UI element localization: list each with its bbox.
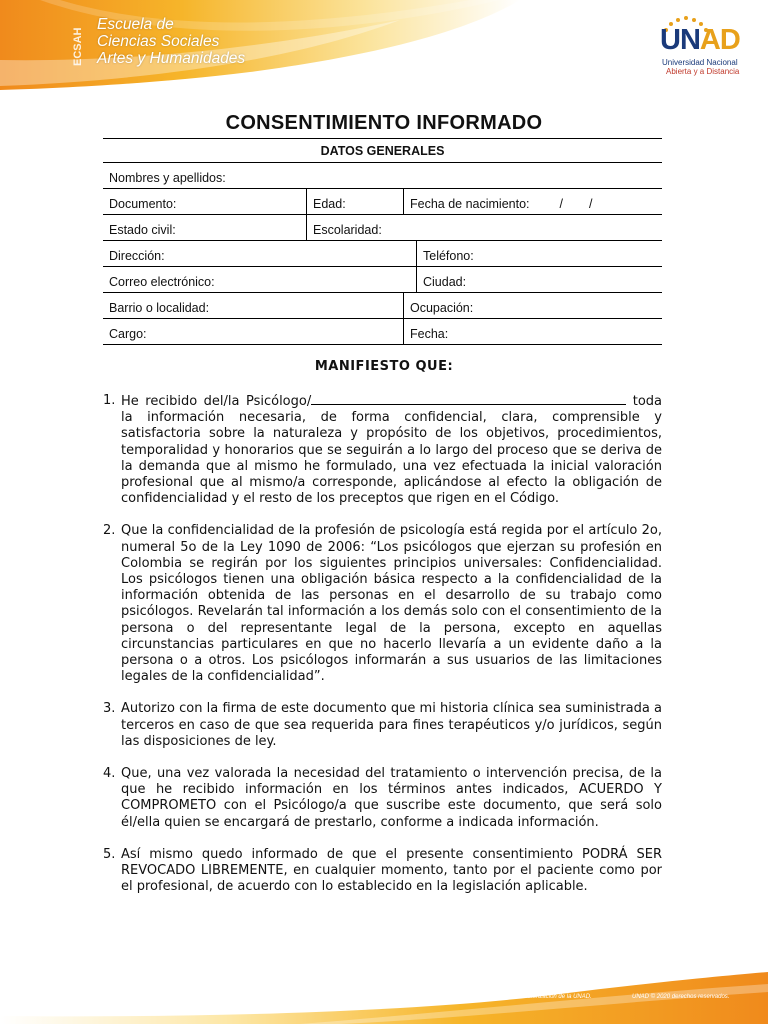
list-number: 4. [103, 766, 116, 782]
edad-field[interactable]: Edad: [306, 189, 403, 214]
table-row [103, 319, 662, 344]
table-row [103, 293, 662, 319]
logo-wordmark: UNAD [660, 24, 740, 56]
page-header [0, 0, 768, 90]
svg-text:ECSAH: ECSAH [72, 27, 84, 66]
table-header [103, 139, 662, 163]
manifiesto-heading: MANIFIESTO QUE: [314, 359, 454, 374]
table-header-label: DATOS GENERALES [320, 143, 445, 158]
barrio-field[interactable]: Barrio o localidad: [109, 301, 210, 315]
correo-field[interactable]: Correo electrónico: [109, 275, 215, 289]
footer-notice: Prohibida su reproducción y copia sin autorización de la UNAD. [423, 994, 592, 1000]
cargo-field[interactable]: Cargo: [109, 327, 147, 341]
direccion-field[interactable]: Dirección: [109, 249, 165, 263]
school-name [97, 16, 245, 67]
fecha-field[interactable]: Fecha: [403, 319, 662, 344]
telefono-field[interactable]: Teléfono: [416, 241, 662, 266]
school-line: Escuela de [97, 16, 174, 33]
list-number: 2. [103, 523, 116, 539]
school-line: Artes y Humanidades [97, 50, 246, 67]
estado-civil-field[interactable]: Estado civil: [109, 223, 176, 237]
ocupacion-field[interactable]: Ocupación: [403, 293, 662, 318]
fecha-nacimiento-field[interactable]: Fecha de nacimiento: / / [403, 189, 662, 214]
escolaridad-field[interactable]: Escolaridad: [306, 215, 662, 240]
document-title: CONSENTIMIENTO INFORMADO [225, 112, 543, 134]
nombres-field[interactable]: Nombres y apellidos: [109, 171, 226, 185]
list-number: 5. [103, 846, 116, 862]
table-row [103, 267, 662, 293]
psicologo-blank-field[interactable] [311, 393, 626, 405]
logo-line2: Abierta y a Distancia [666, 67, 740, 76]
ciudad-field[interactable]: Ciudad: [416, 267, 662, 292]
table-row [103, 241, 662, 267]
list-item: 3. Autorizo con la firma de este documento que mi historia clínica sea suministrada a terceros en caso de que sea requerida para fines terapéuticos y/o jurídicos, según las disposiciones de ley. [103, 701, 662, 749]
vertical-label [70, 16, 84, 68]
list-number: 1. [103, 393, 116, 408]
school-line: Ciencias Sociales [97, 33, 220, 50]
list-item: 2. Que la confidencialidad de la profesión de psicología está regida por el artículo 2o, numeral 5o de la Ley 1090 de 2006: “Los psicólogos que ejerzan su profesión en Colombia se regirán por los siguientes principios universales: Confidencialidad. Los psicólogos tienen una obligación básica respecto a la confidencialidad de la información obtenida de las personas en el desarrollo de su trabajo como psicólogos. Revelarán tal información a los demás solo con el consentimiento de la persona o del representante legal de la persona, excepto en aquellas circunstancias particulares en que no hacerlo llevaría a un evidente daño a la persona o a otros. Los psicólogos informarán a sus usuarios de las limitaciones legales de la confidencialidad”. [103, 523, 662, 685]
clauses-list [103, 393, 662, 911]
footer-rights: UNAD © 2020 derechos reservados. [632, 994, 730, 1000]
list-item: 5. Así mismo quedo informado de que el presente consentimiento PODRÁ SER REVOCADO LIBREMENTE, en cualquier momento, tanto por el paciente como por el profesional, de acuerdo con lo establecido en la legislación aplicable. [103, 846, 662, 895]
list-item: 4. Que, una vez valorada la necesidad del tratamiento o intervención precisa, de la que he recibido información en los términos antes indicados, ACUERDO Y COMPROMETO con el Psicólogo/a que suscribe este documento, que será solo él/ella quien se encargará de prestarlo, conforme a indicada información. [103, 766, 662, 830]
documento-field[interactable]: Documento: [109, 197, 177, 211]
table-row [103, 189, 662, 215]
datos-generales-table [103, 138, 662, 345]
logo-line1: Universidad Nacional [662, 58, 738, 67]
unad-logo [656, 14, 756, 80]
table-row [103, 163, 662, 189]
list-number: 3. [103, 701, 116, 717]
list-item: 1. He recibido del/la Psicólogo/ toda la información necesaria, de forma confidencial, clara, comprensible y satisfactoria sobre la naturaleza y propósito de los objetivos, procedimientos, temporalidad y honorarios que se seguirán a lo largo del proceso que se deriva de la demanda que al mismo he formulado, una vez efectuada la inicial valoración profesional que al mismo/a corresponde, aplicándose al efecto la obligación de confidencialidad y el resto de los preceptos que rigen en el Código. [103, 393, 662, 507]
table-row [103, 215, 662, 241]
